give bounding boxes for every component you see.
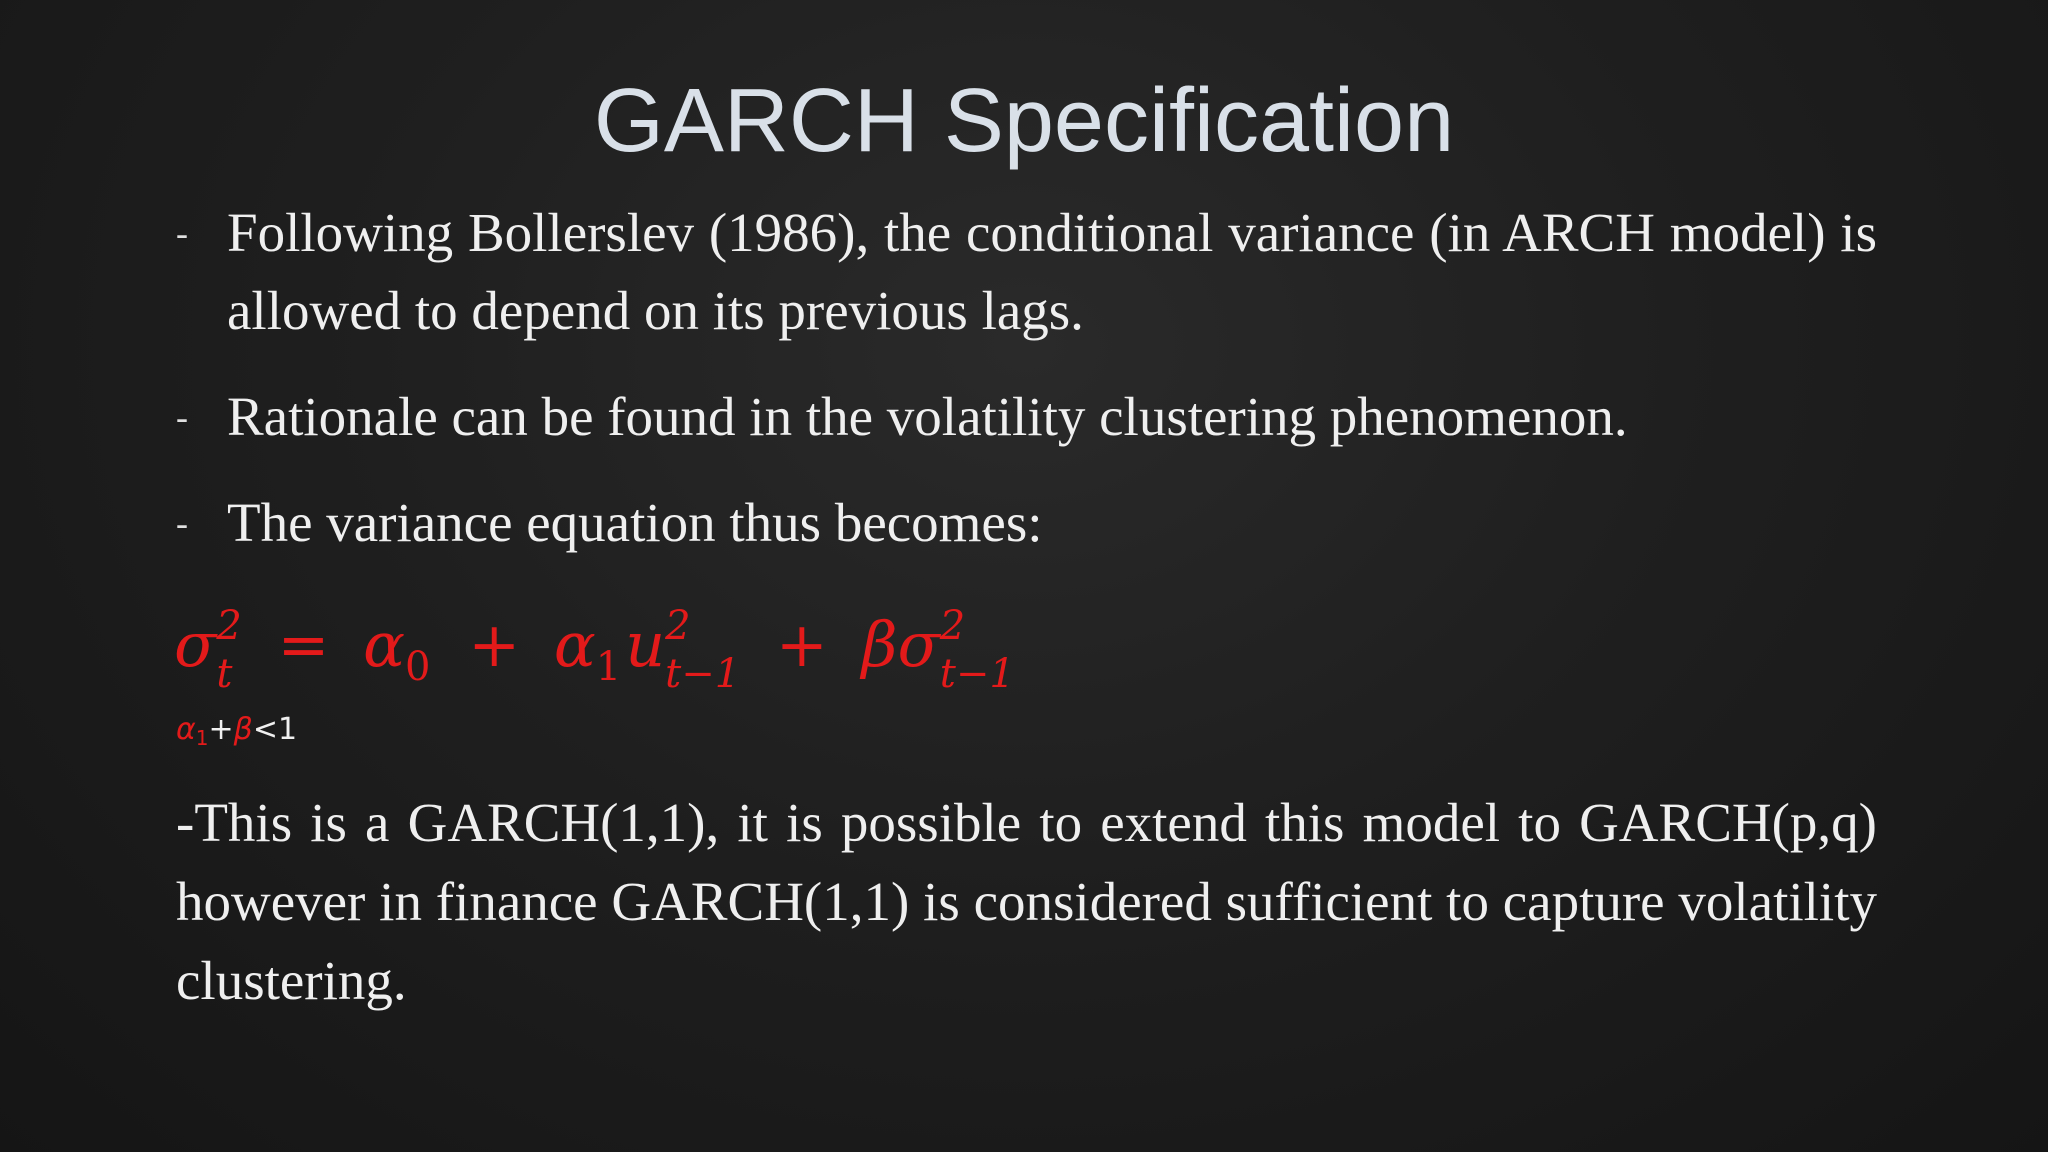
constraint-beta: β [233,712,253,747]
bullet-marker: - [176,213,188,253]
eq-plus-1: + [468,608,521,681]
eq-alpha0-sub: 0 [405,644,431,690]
stationarity-constraint [176,710,297,758]
eq-sigma-scripts [216,602,242,697]
garch-equation [174,600,1017,712]
eq-plus-2: + [775,608,828,681]
eq-sigma-sup: 2 [216,602,242,649]
slide-title: GARCH Specification [593,71,1455,171]
eq-sigma2-sup: 2 [939,602,966,649]
eq-sigma-sub: t [216,650,233,697]
eq-sigma2: σ [897,608,940,681]
bullet-marker: - [176,397,188,437]
eq-alpha1-sub: 1 [595,644,622,690]
eq-equals: = [277,608,330,681]
constraint-alpha-sub: 1 [195,726,209,750]
eq-sigma2-sub: t−1 [939,650,1015,697]
bullet-text: Following Bollerslev (1986), the conditional variance (in ARCH model) is allowed to depend on its previous lags. [227,202,1877,341]
eq-u: u [625,608,666,681]
constraint-alpha: α [176,712,196,747]
eq-sigma2-scripts [939,602,1015,697]
eq-beta: β [861,608,898,681]
eq-sigma: σ [174,608,217,681]
eq-alpha0: α [363,608,406,681]
bullet-marker: - [176,503,188,543]
garch-extension-paragraph: -This is a GARCH(1,1), it is possible to extend this model to GARCH(p,q) however in finance GARCH(1,1) is considered sufficient to capture volatility clustering. [176,792,1877,1011]
eq-u-sub: t−1 [665,650,741,697]
constraint-rest: <1 [252,712,298,747]
constraint-plus: + [208,712,234,747]
bullet-text: Rationale can be found in the volatility clustering phenomenon. [227,386,1628,447]
eq-u-sup: 2 [665,602,691,649]
bullet-text: The variance equation thus becomes: [227,492,1043,553]
eq-u-scripts [665,602,741,697]
eq-alpha1: α [553,608,596,681]
